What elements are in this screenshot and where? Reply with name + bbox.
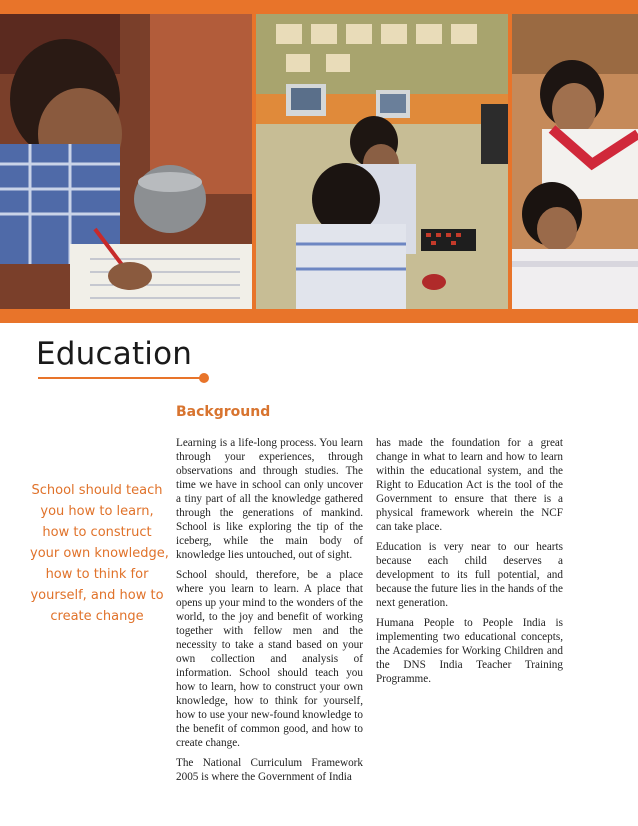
photo-boy-writing <box>0 14 252 309</box>
photo-computer-lab <box>256 14 508 309</box>
pull-quote-line: create change <box>50 609 144 624</box>
body-paragraph: The National Curriculum Framework 2005 is where the Government of India <box>176 757 363 783</box>
pull-quote-line: how to think for <box>45 567 149 582</box>
body-column-left <box>176 436 363 790</box>
pull-quote-line: School should teach <box>31 483 163 498</box>
title-underline-dot <box>199 373 209 383</box>
pull-quote-line: your own knowledge, <box>30 546 169 561</box>
pull-quote-line: you how to learn, <box>40 504 154 519</box>
pull-quote-line: yourself, and how to <box>30 588 164 603</box>
body-paragraph: Humana People to People India is implementing two educational concepts, the Academies for Working Children and the DNS India Teacher Training Programme. <box>376 617 563 685</box>
body-column-right <box>376 436 563 692</box>
section-heading: Background <box>176 404 271 420</box>
body-paragraph: Education is very near to our hearts because each child deserves a development to its full potential, and because the future lies in the hands of the next generation. <box>376 541 563 609</box>
title-underline <box>38 377 203 379</box>
page-title: Education <box>36 336 193 372</box>
body-paragraph: School should, therefore, be a place where you learn to learn. A place that opens up your mind to the wonders of the world, to the joy and benefit of working together with fellow men and the necessity to take a stand based on your own collection and analysis of information. School should teach you how to learn, how to construct your own knowledge, how to think for yourself, how to use your new-found knowledge to the benefit of common good, and how to create change. <box>176 569 363 749</box>
body-paragraph: Learning is a life-long process. You learn through your experiences, through observations and through studies. The time we have in school can only uncover a tiny part of all the knowledge gathered through the generations of mankind. School is like exploring the tip of the iceberg, while the main body of knowledge lies untouched, out of sight. <box>176 437 363 561</box>
top-orange-band <box>0 0 638 14</box>
bottom-orange-band <box>0 309 638 323</box>
pull-quote <box>30 480 169 627</box>
photo-girls-listening <box>512 14 638 309</box>
body-paragraph-continued: has made the foundation for a great change in what to learn and how to learn within the educational system, and the Right to Education Act is the tool of the Government to ensure that there is a physical framework wherein the NCF can take place. <box>376 437 563 533</box>
pull-quote-line: how to construct <box>42 525 152 540</box>
